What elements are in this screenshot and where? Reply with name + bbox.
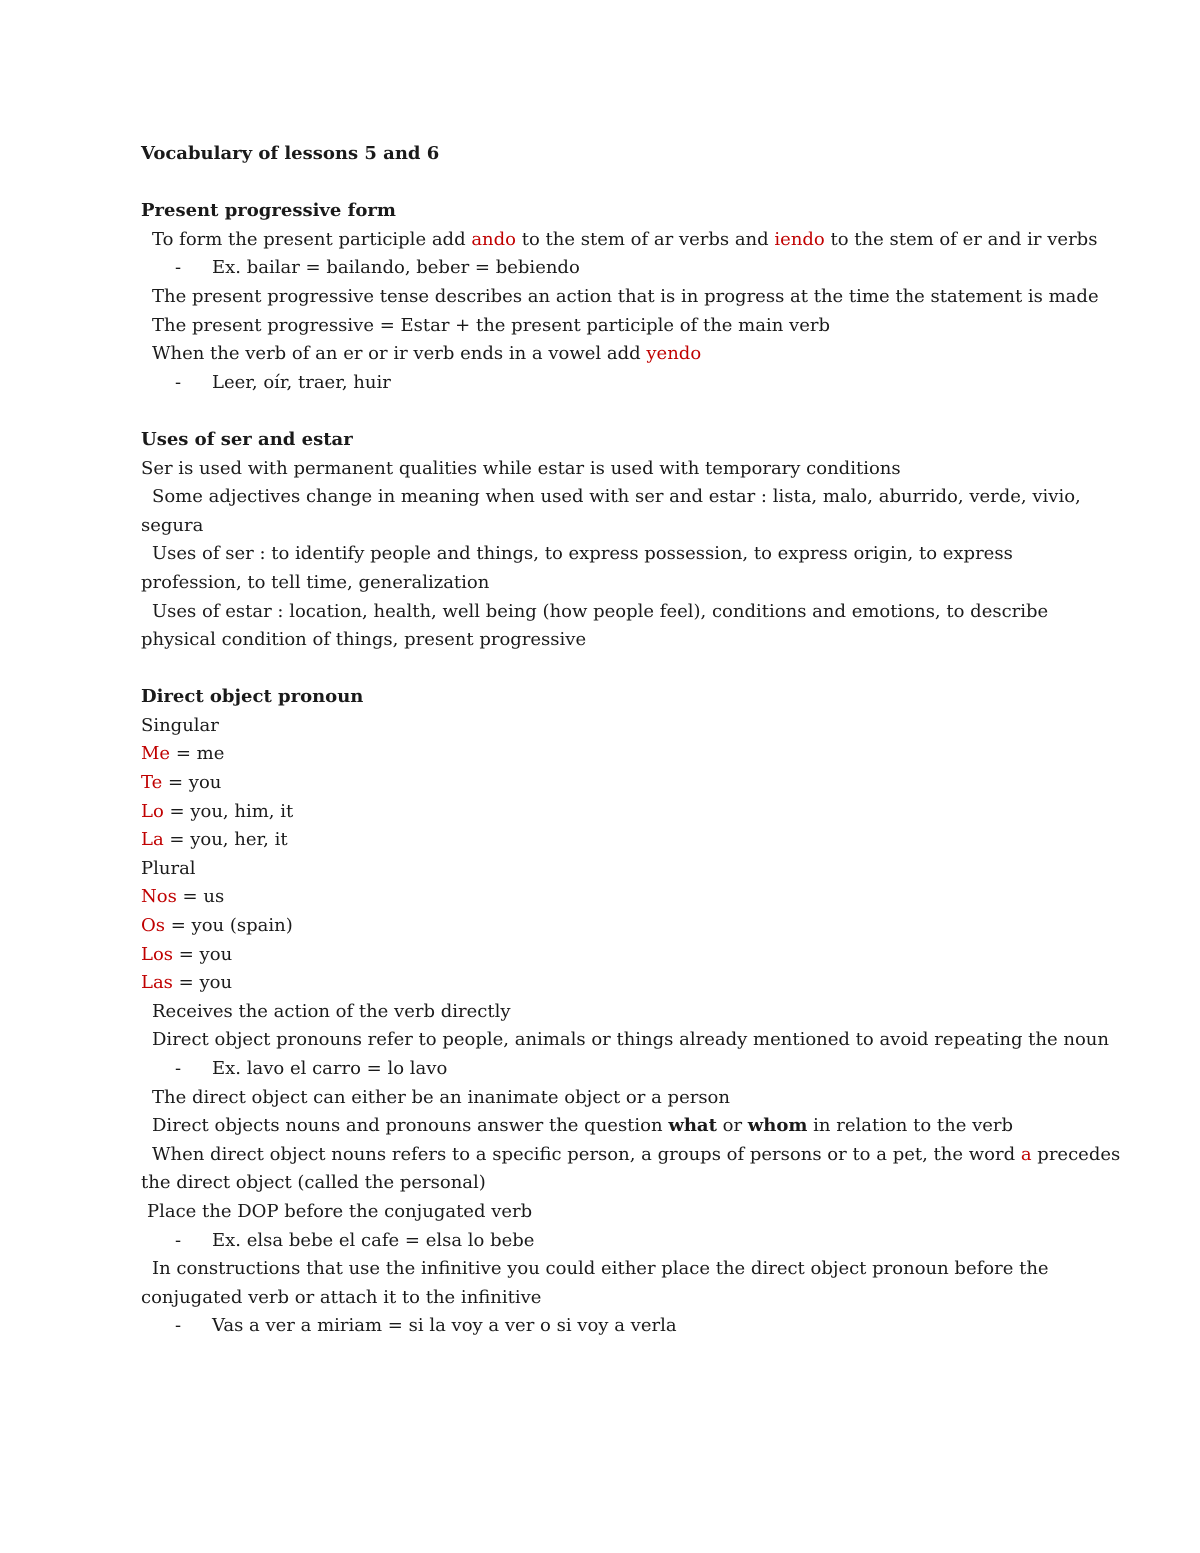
bold-whom: whom	[747, 1115, 808, 1137]
paragraph-continued: profession, to tell time, generalization	[141, 571, 490, 593]
pronoun-row	[141, 941, 1071, 970]
paragraph: Place the DOP before the conjugated verb	[147, 1200, 533, 1222]
paragraph: Some adjectives change in meaning when used with ser and estar : lista, malo, aburrido, verde, vivio,	[152, 486, 1081, 508]
pronoun-row	[141, 798, 1071, 827]
highlight-iendo: iendo	[774, 228, 825, 250]
pronoun: La	[141, 829, 164, 851]
highlight-yendo: yendo	[646, 343, 702, 365]
pronoun-meaning: = you, her, it	[163, 829, 288, 851]
highlight-a: a	[1020, 1143, 1032, 1165]
spacer	[141, 169, 1071, 198]
paragraph-personal-a	[141, 1141, 1121, 1170]
bullet-dash: -	[175, 1229, 182, 1251]
pronoun-row	[141, 826, 1071, 855]
pronoun: Los	[141, 943, 174, 965]
pronoun-meaning: = you, him, it	[163, 800, 294, 822]
text: precedes	[1031, 1143, 1121, 1165]
pronoun-row	[141, 883, 1071, 912]
paragraph: In constructions that use the infinitive you could either place the direct object pronoun before the	[152, 1258, 1049, 1280]
spacer	[141, 655, 1071, 684]
pronoun-meaning: = you (spain)	[165, 915, 293, 937]
document-page	[141, 140, 1121, 1341]
bullet-text: Ex. bailar = bailando, beber = bebiendo	[212, 257, 580, 279]
text: to the stem of ar verbs and	[516, 228, 775, 250]
bullet-text: Ex. lavo el carro = lo lavo	[212, 1058, 448, 1079]
paragraph: Ser is used with permanent qualities while estar is used with temporary conditions	[141, 457, 901, 479]
paragraph: The direct object can either be an inanimate object or a person	[152, 1086, 730, 1108]
spacer	[141, 397, 1071, 426]
bullet-dash: -	[175, 1315, 182, 1337]
label-plural: Plural	[141, 857, 196, 879]
label-singular: Singular	[141, 714, 219, 736]
section-heading-present-progressive: Present progressive form	[141, 200, 396, 222]
text: When the verb of an er or ir verb ends in a vowel add	[152, 343, 647, 365]
pronoun-row	[141, 769, 1071, 798]
pronoun: Te	[141, 772, 163, 794]
paragraph-continued: segura	[141, 514, 204, 536]
paragraph: Direct object pronouns refer to people, animals or things already mentioned to avoid repeating the noun	[152, 1029, 1109, 1051]
paragraph: Receives the action of the verb directly	[152, 1000, 511, 1022]
text: Direct objects nouns and pronouns answer the question	[152, 1115, 669, 1137]
bullet-item	[141, 254, 1071, 283]
paragraph-yendo	[141, 340, 1071, 369]
bullet-item	[141, 1227, 1071, 1256]
paragraph: The present progressive tense describes an action that is in progress at the time the statement is made	[152, 285, 1099, 307]
pronoun-row	[141, 740, 1071, 769]
bullet-item	[141, 1055, 1071, 1084]
paragraph: Uses of ser : to identify people and things, to express possession, to express origin, to express	[152, 543, 1013, 565]
bullet-text: Vas a ver a miriam = si la voy a ver o si voy a verla	[212, 1315, 677, 1337]
pronoun: Os	[141, 915, 165, 937]
section-heading-ser-estar: Uses of ser and estar	[141, 428, 353, 450]
pronoun-meaning: = you	[162, 772, 222, 794]
text: To form the present participle add	[152, 228, 472, 250]
pronoun-meaning: = you	[173, 943, 233, 965]
pronoun-row	[141, 912, 1071, 941]
highlight-ando: ando	[471, 228, 517, 250]
pronoun: Nos	[141, 886, 177, 908]
text: in relation to the verb	[807, 1115, 1014, 1137]
paragraph: The present progressive = Estar + the present participle of the main verb	[152, 314, 830, 336]
bullet-item	[141, 369, 1071, 398]
pronoun: Lo	[141, 800, 164, 822]
paragraph-continued: conjugated verb or attach it to the infinitive	[141, 1286, 542, 1308]
pronoun: Me	[141, 743, 171, 765]
paragraph-what-whom	[141, 1112, 1071, 1141]
bullet-text: Ex. elsa bebe el cafe = elsa lo bebe	[212, 1229, 535, 1251]
bold-what: what	[668, 1115, 717, 1137]
bullet-dash: -	[175, 1058, 182, 1079]
paragraph-present-participle	[141, 226, 1098, 255]
section-heading-direct-object-pronoun: Direct object pronoun	[141, 686, 364, 708]
text: to the stem of er and ir verbs	[824, 228, 1098, 250]
bullet-dash: -	[175, 257, 182, 279]
paragraph-continued: the direct object (called the personal)	[141, 1172, 486, 1194]
paragraph: Uses of estar : location, health, well being (how people feel), conditions and emotions, to describe	[152, 600, 1049, 622]
pronoun-row	[141, 969, 1071, 998]
document-title: Vocabulary of lessons 5 and 6	[141, 143, 440, 164]
bullet-text: Leer, oír, traer, huir	[212, 371, 391, 393]
bullet-dash: -	[175, 371, 182, 393]
pronoun-meaning: = me	[170, 743, 225, 765]
pronoun-meaning: = you	[172, 972, 233, 994]
text: When direct object nouns refers to a specific person, a groups of persons or to a pet, the word	[152, 1143, 1021, 1165]
bullet-item	[141, 1312, 1071, 1341]
pronoun-meaning: = us	[176, 886, 225, 908]
pronoun: Las	[141, 972, 173, 994]
paragraph-continued: physical condition of things, present progressive	[141, 629, 587, 651]
text: or	[716, 1115, 748, 1137]
